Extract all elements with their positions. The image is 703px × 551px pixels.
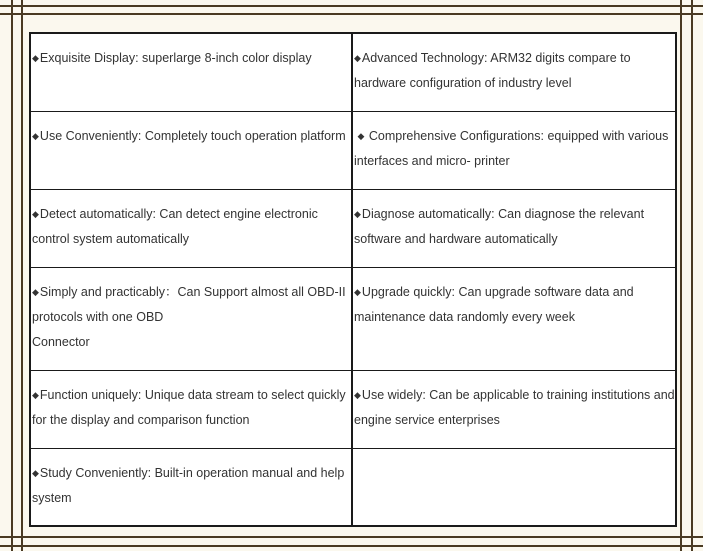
diamond-bullet-icon: ◆ xyxy=(32,389,39,400)
feature-text: Simply and practicably：Can Support almost all OBD-II protocols with one OBD Connector xyxy=(32,284,346,349)
frame-line-bottom-2 xyxy=(0,545,703,547)
diamond-bullet-icon: ◆ xyxy=(354,208,361,219)
diamond-bullet-icon: ◆ xyxy=(354,53,361,63)
feature-cell xyxy=(30,111,352,189)
feature-cell xyxy=(352,370,676,448)
diamond-bullet-icon: ◆ xyxy=(32,208,39,219)
feature-text: Function uniquely: Unique data stream to select quickly for the display and comparison function xyxy=(32,387,346,427)
feature-cell xyxy=(352,267,676,370)
feature-cell xyxy=(30,448,352,526)
table-row xyxy=(30,111,676,189)
diamond-bullet-icon: ◆ xyxy=(354,389,361,400)
table-row xyxy=(30,267,676,370)
table-row xyxy=(30,33,676,111)
feature-cell xyxy=(30,267,352,370)
frame-line-bottom-1 xyxy=(0,536,703,538)
feature-text: Exquisite Display: superlarge 8-inch color display xyxy=(39,51,312,65)
diamond-bullet-icon: ◆ xyxy=(357,130,365,141)
frame-line-right-1 xyxy=(680,0,682,551)
empty-cell xyxy=(352,448,676,526)
table-row xyxy=(30,448,676,526)
frame-line-top-1 xyxy=(0,5,703,7)
diamond-bullet-icon: ◆ xyxy=(32,286,39,297)
feature-cell xyxy=(352,189,676,267)
feature-text: Advanced Technology: ARM32 digits compare to hardware configuration of industry level xyxy=(354,51,631,90)
feature-text: Upgrade quickly: Can upgrade software data and maintenance data randomly every week xyxy=(354,284,634,324)
feature-text: Study Conveniently: Built-in operation manual and help system xyxy=(32,465,345,505)
feature-table xyxy=(29,32,677,527)
feature-cell xyxy=(30,33,352,111)
feature-cell xyxy=(352,111,676,189)
table-row xyxy=(30,370,676,448)
diamond-bullet-icon: ◆ xyxy=(32,130,39,141)
feature-text: Detect automatically: Can detect engine electronic control system automatically xyxy=(32,206,318,246)
frame-line-top-2 xyxy=(0,13,703,15)
diamond-bullet-icon: ◆ xyxy=(354,286,361,297)
feature-text: Use Conveniently: Completely touch operation platform xyxy=(39,128,346,143)
diamond-bullet-icon: ◆ xyxy=(32,53,39,63)
feature-cell xyxy=(352,33,676,111)
frame-line-left-2 xyxy=(21,0,23,551)
feature-text: Comprehensive Configurations: equipped with various interfaces and micro- printer xyxy=(354,128,669,168)
feature-cell xyxy=(30,370,352,448)
table-row xyxy=(30,189,676,267)
frame-line-left-1 xyxy=(11,0,13,551)
frame-line-right-2 xyxy=(691,0,693,551)
feature-cell xyxy=(30,189,352,267)
feature-text: Use widely: Can be applicable to training institutions and engine service enterprises xyxy=(354,387,675,427)
feature-text: Diagnose automatically: Can diagnose the relevant software and hardware automatically xyxy=(354,206,645,246)
diamond-bullet-icon: ◆ xyxy=(32,467,39,478)
